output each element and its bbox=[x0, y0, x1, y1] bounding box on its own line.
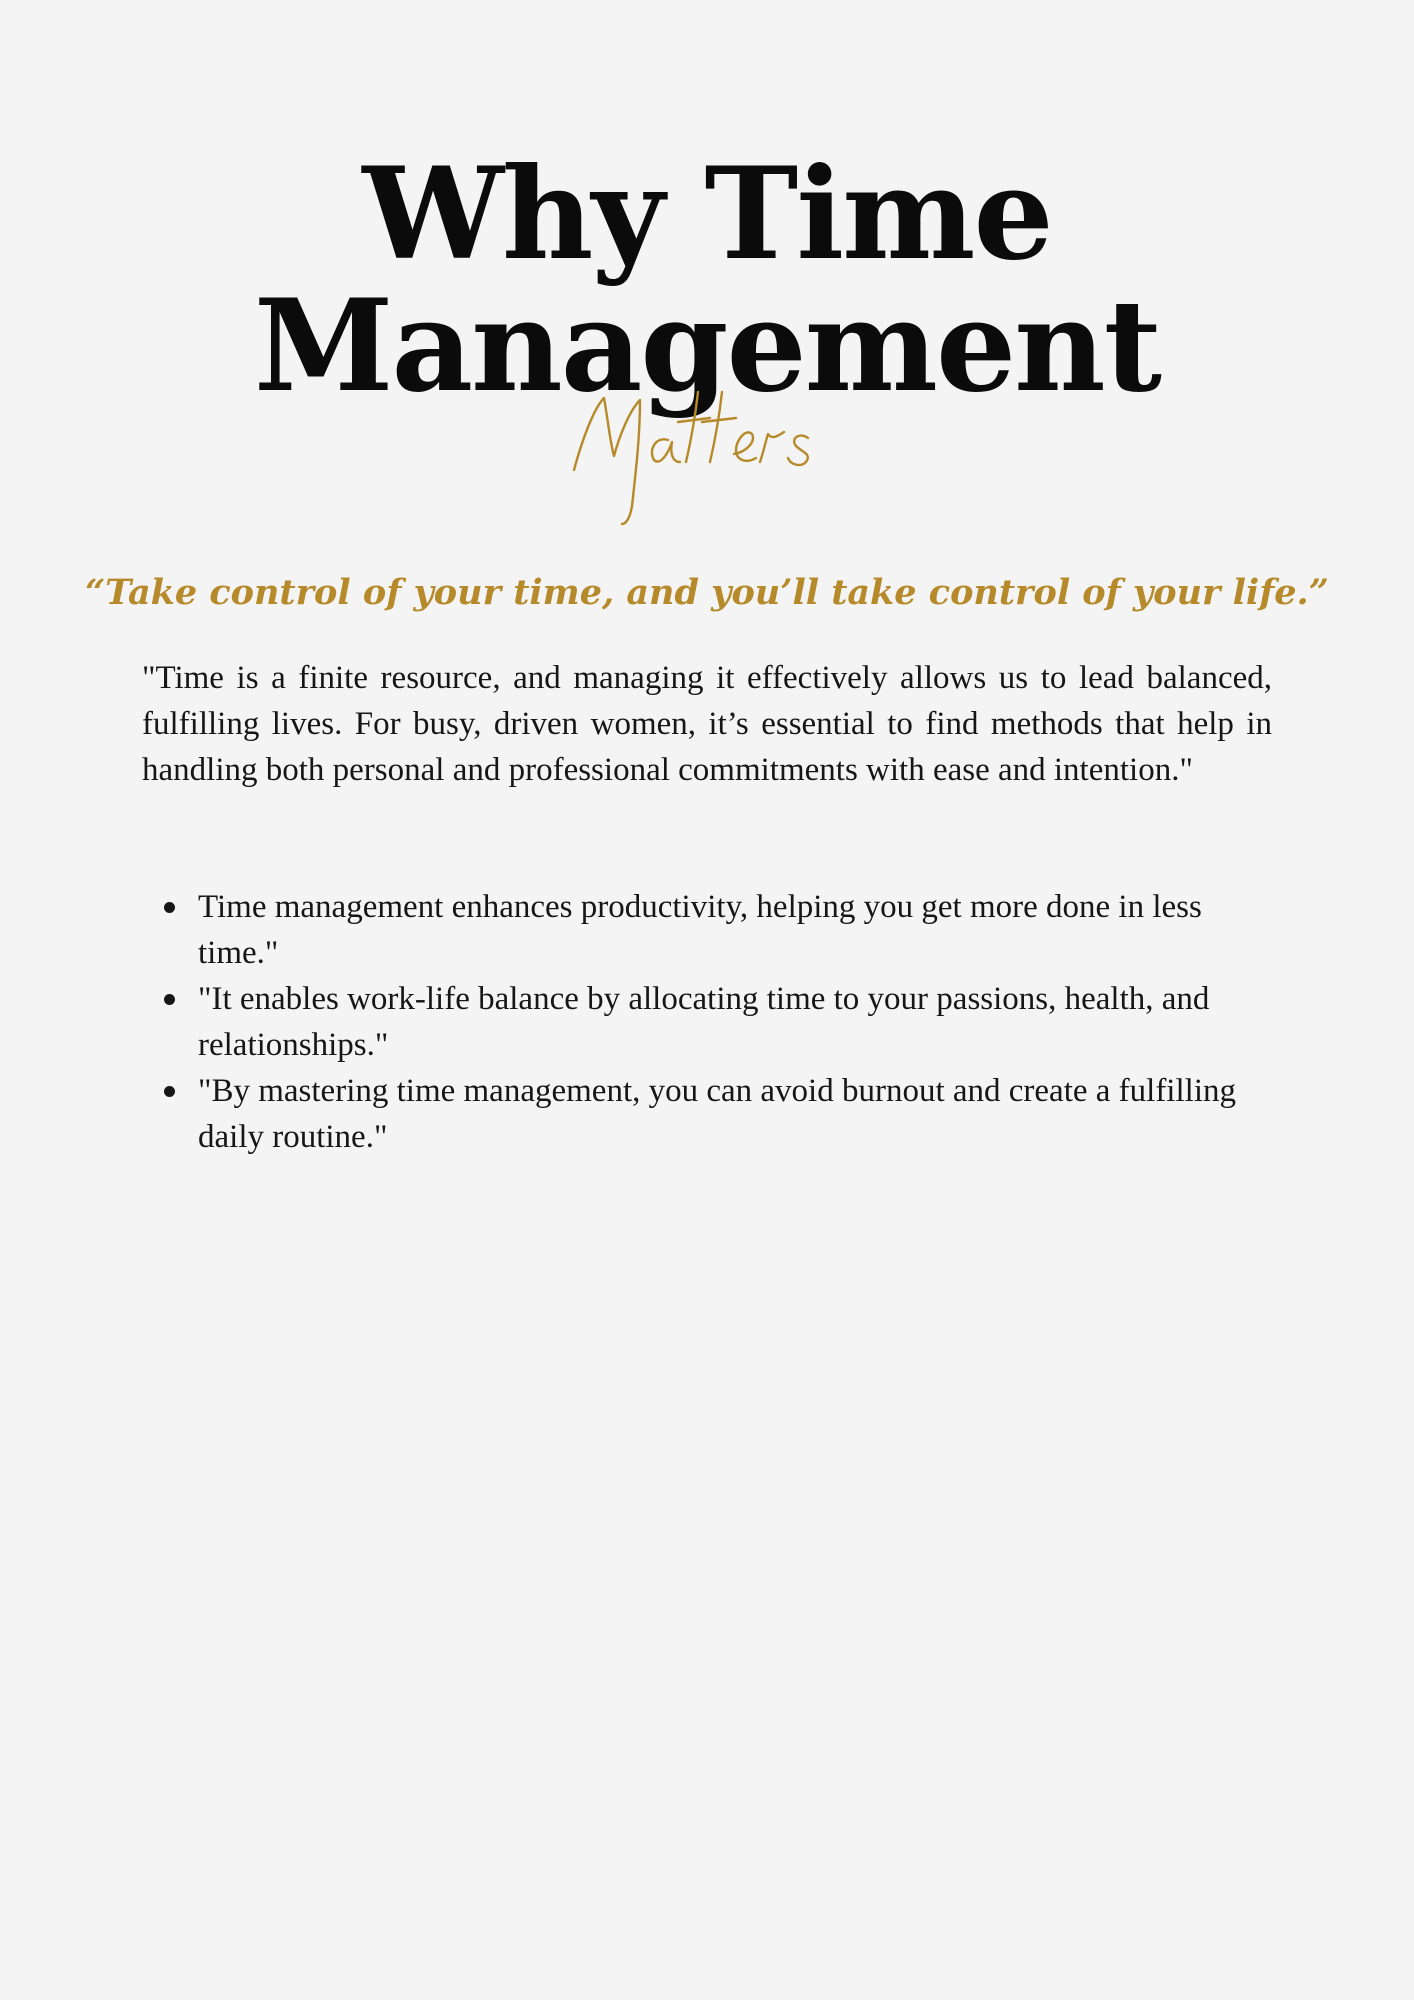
bullet-icon bbox=[164, 902, 175, 913]
list-item bbox=[142, 976, 1272, 1068]
list-item bbox=[142, 1068, 1272, 1160]
bullet-icon bbox=[164, 994, 175, 1005]
list-item bbox=[142, 884, 1272, 976]
title-line-2: Management bbox=[254, 272, 1160, 420]
list-item-text: "By mastering time management, you can avoid burnout and create a fulfilling daily routine." bbox=[198, 1073, 1236, 1155]
title-line-1: Why Time bbox=[362, 140, 1052, 288]
pull-quote: “Take control of your time, and you’ll take control of your life.” bbox=[85, 572, 1329, 613]
page-title bbox=[0, 140, 1414, 420]
list-item-text: "It enables work-life balance by allocating time to your passions, health, and relationships." bbox=[198, 981, 1210, 1063]
list-item-text: Time management enhances productivity, helping you get more done in less time." bbox=[198, 889, 1202, 971]
bullet-list bbox=[142, 884, 1272, 1160]
bullet-icon bbox=[164, 1086, 175, 1097]
script-word-matters bbox=[560, 378, 860, 528]
intro-paragraph: "Time is a finite resource, and managing it effectively allows us to lead balanced, fulfilling lives. For busy, driven women, it’s essential to find methods that help in handling both personal and professional commitments with ease and intention." bbox=[142, 660, 1272, 788]
